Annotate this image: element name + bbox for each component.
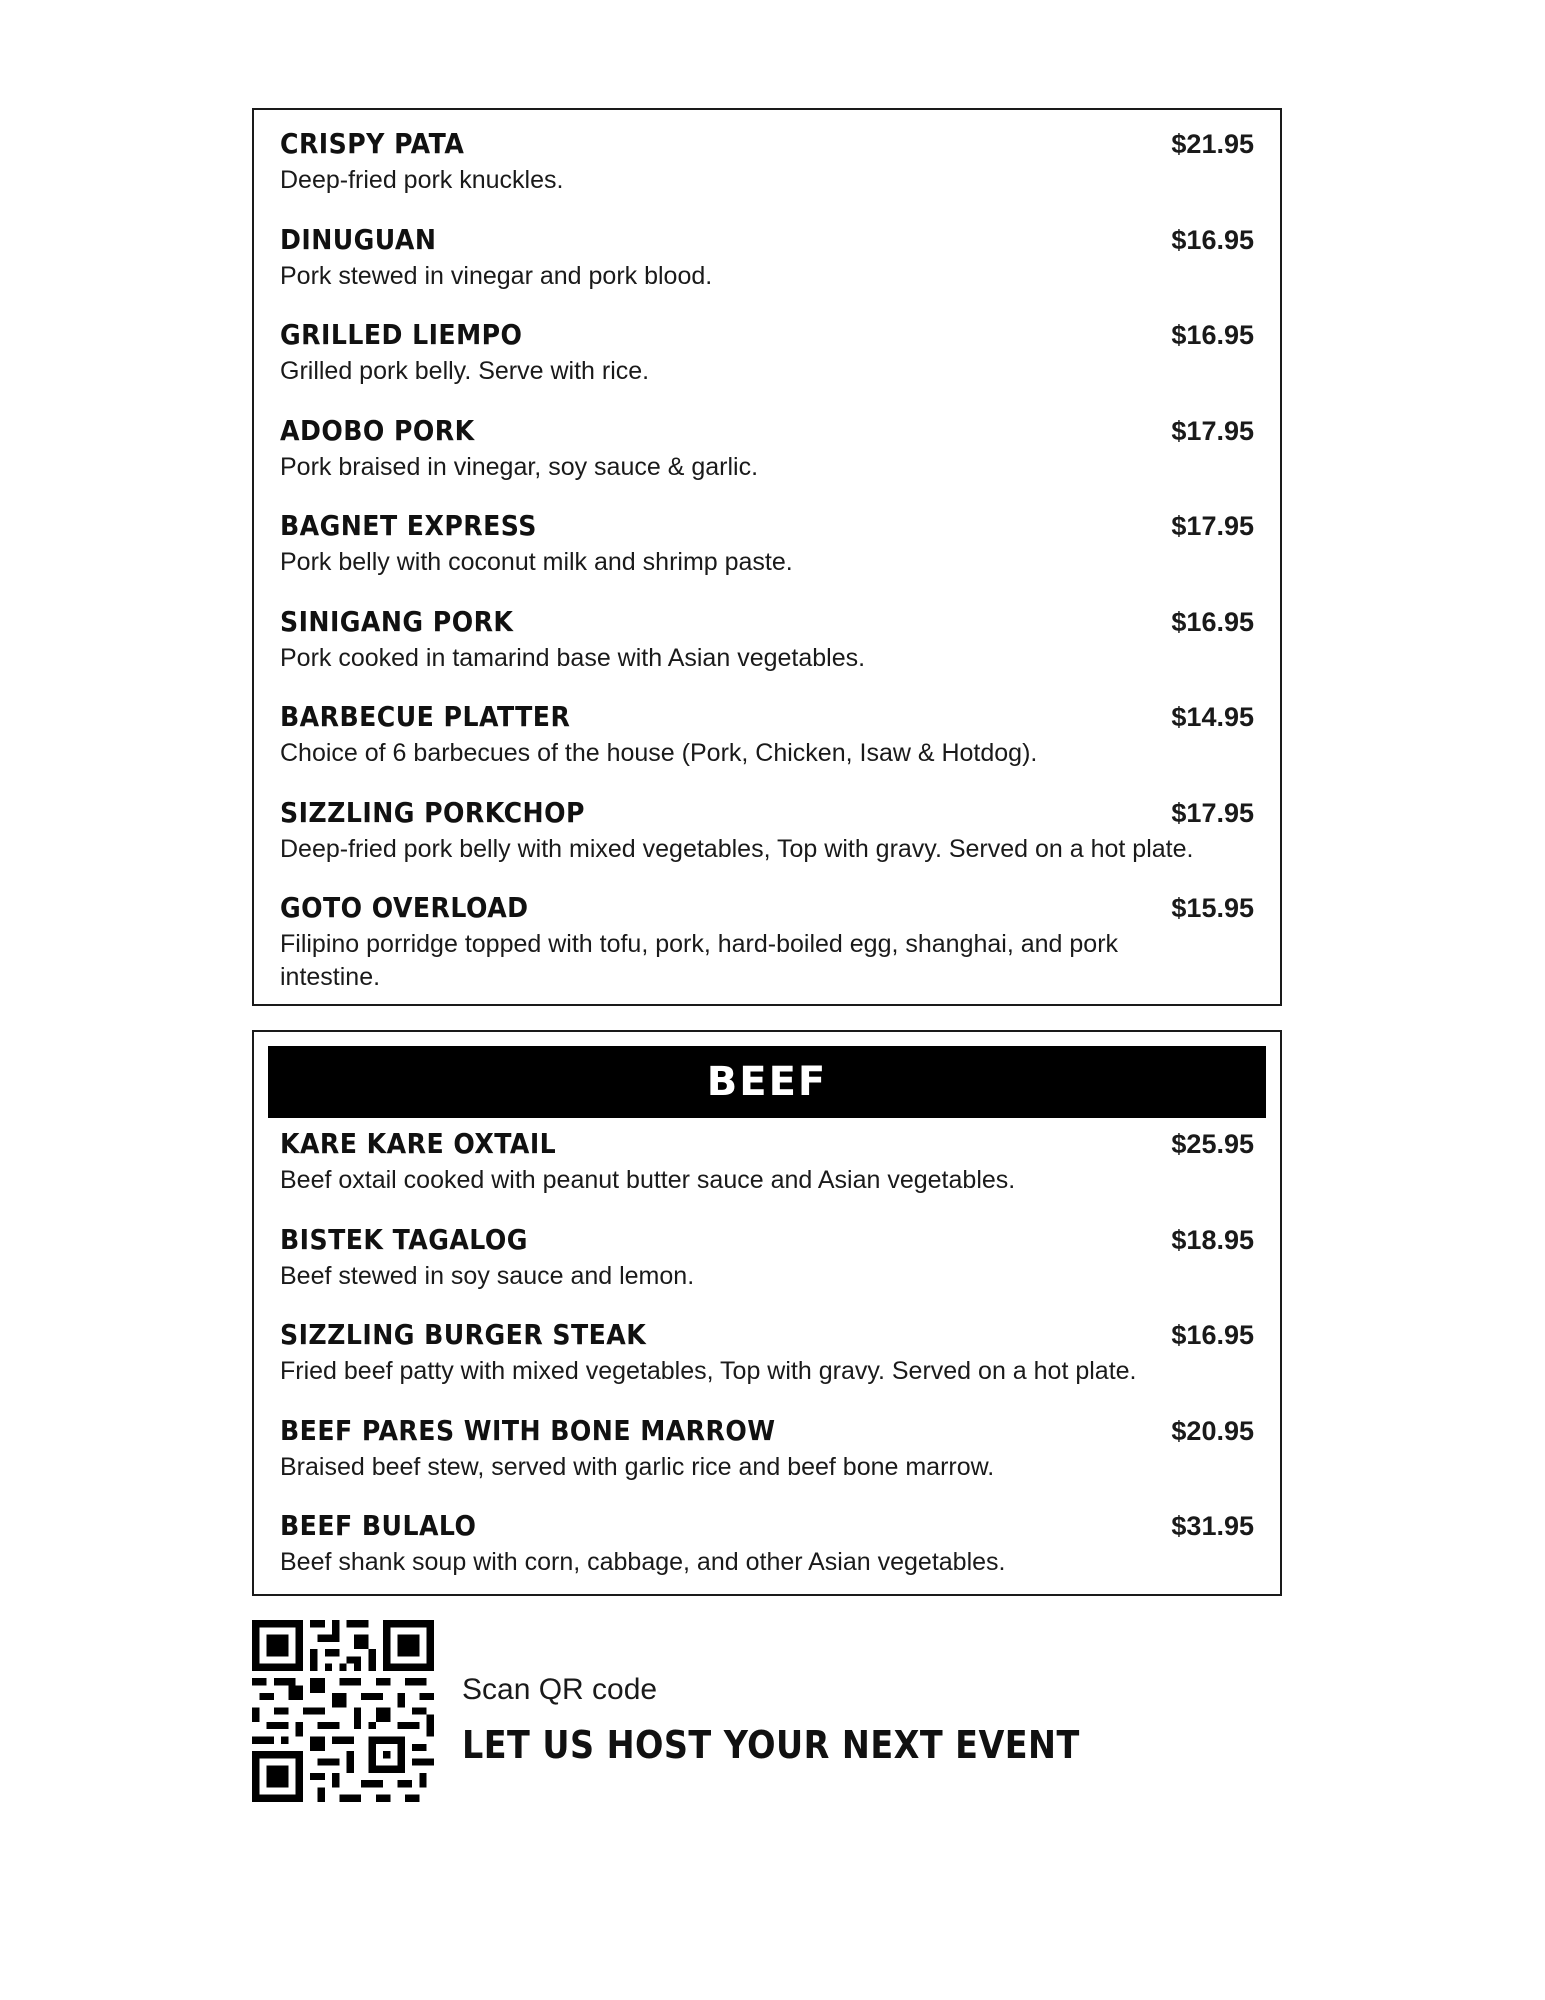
item-price: $20.95 (1171, 1415, 1254, 1446)
item-price: $16.95 (1171, 320, 1254, 350)
item-description: Pork braised in vinegar, soy sauce & garlic. (280, 452, 759, 481)
beef-item-list (280, 1126, 1254, 1604)
item-description: Pork stewed in vinegar and pork blood. (280, 261, 713, 290)
item-name: BEEF PARES WITH BONE MARROW (280, 1413, 776, 1447)
item-price: $17.95 (1171, 797, 1254, 828)
item-description: Braised beef stew, served with garlic rice and beef bone marrow. (280, 1452, 995, 1481)
item-description: Filipino porridge topped with tofu, pork, hard-boiled egg, shanghai, and pork intestine. (280, 930, 1119, 991)
menu-item (280, 890, 1254, 991)
menu-item (280, 1508, 1254, 1604)
pork-menu-section (252, 108, 1282, 1006)
item-description: Fried beef patty with mixed vegetables, Top with gravy. Served on a hot plate. (280, 1357, 1137, 1385)
item-description: Deep-fried pork knuckles. (280, 166, 564, 194)
menu-item (280, 126, 1254, 222)
menu-item (280, 1126, 1254, 1222)
item-price: $15.95 (1171, 893, 1254, 923)
menu-item (280, 795, 1254, 891)
menu-item (280, 1413, 1254, 1509)
item-name: BARBECUE PLATTER (280, 700, 571, 733)
item-description: Pork cooked in tamarind base with Asian vegetables. (280, 643, 866, 672)
item-price: $17.95 (1171, 511, 1254, 541)
qr-code-icon[interactable] (252, 1620, 434, 1802)
item-name: GRILLED LIEMPO (280, 318, 523, 351)
menu-item (280, 413, 1254, 509)
item-price: $17.95 (1171, 415, 1254, 446)
menu-item (280, 1222, 1254, 1318)
item-description: Grilled pork belly. Serve with rice. (280, 357, 650, 385)
item-price: $16.95 (1171, 606, 1254, 637)
item-description: Beef stewed in soy sauce and lemon. (280, 1261, 695, 1290)
item-name: BISTEK TAGALOG (280, 1222, 528, 1256)
item-description: Pork belly with coconut milk and shrimp paste. (280, 548, 793, 576)
menu-item (280, 699, 1254, 795)
item-price: $25.95 (1171, 1129, 1254, 1159)
beef-menu-section (252, 1030, 1282, 1596)
item-price: $14.95 (1171, 702, 1254, 732)
item-price: $16.95 (1171, 1320, 1254, 1350)
menu-item (280, 508, 1254, 604)
section-title-banner: BEEF (268, 1046, 1266, 1118)
item-name: BEEF BULALO (280, 1509, 477, 1542)
item-name: CRISPY PATA (280, 127, 465, 160)
item-name: GOTO OVERLOAD (280, 891, 529, 924)
menu-item (280, 604, 1254, 700)
item-name: BAGNET EXPRESS (280, 509, 537, 542)
menu-item (280, 222, 1254, 318)
menu-item (280, 1317, 1254, 1413)
item-name: SIZZLING PORKCHOP (280, 795, 585, 829)
item-price: $18.95 (1171, 1224, 1254, 1255)
pork-item-list (280, 126, 1254, 991)
item-name: SINIGANG PORK (280, 604, 514, 638)
item-description: Beef shank soup with corn, cabbage, and other Asian vegetables. (280, 1548, 1006, 1576)
scan-qr-label: Scan QR code (462, 1673, 658, 1706)
item-price: $31.95 (1171, 1511, 1254, 1541)
item-name: ADOBO PORK (280, 413, 475, 447)
item-name: DINUGUAN (280, 222, 437, 256)
item-price: $21.95 (1171, 129, 1254, 159)
item-name: SIZZLING BURGER STEAK (280, 1318, 647, 1351)
item-description: Choice of 6 barbecues of the house (Pork, Chicken, Isaw & Hotdog). (280, 739, 1038, 767)
menu-item (280, 317, 1254, 413)
item-description: Deep-fried pork belly with mixed vegetables, Top with gravy. Served on a hot plate. (280, 834, 1194, 863)
item-description: Beef oxtail cooked with peanut butter sauce and Asian vegetables. (280, 1166, 1016, 1194)
item-name: KARE KARE OXTAIL (280, 1127, 557, 1160)
event-promo-heading: LET US HOST YOUR NEXT EVENT (462, 1723, 1080, 1767)
item-price: $16.95 (1171, 224, 1254, 255)
